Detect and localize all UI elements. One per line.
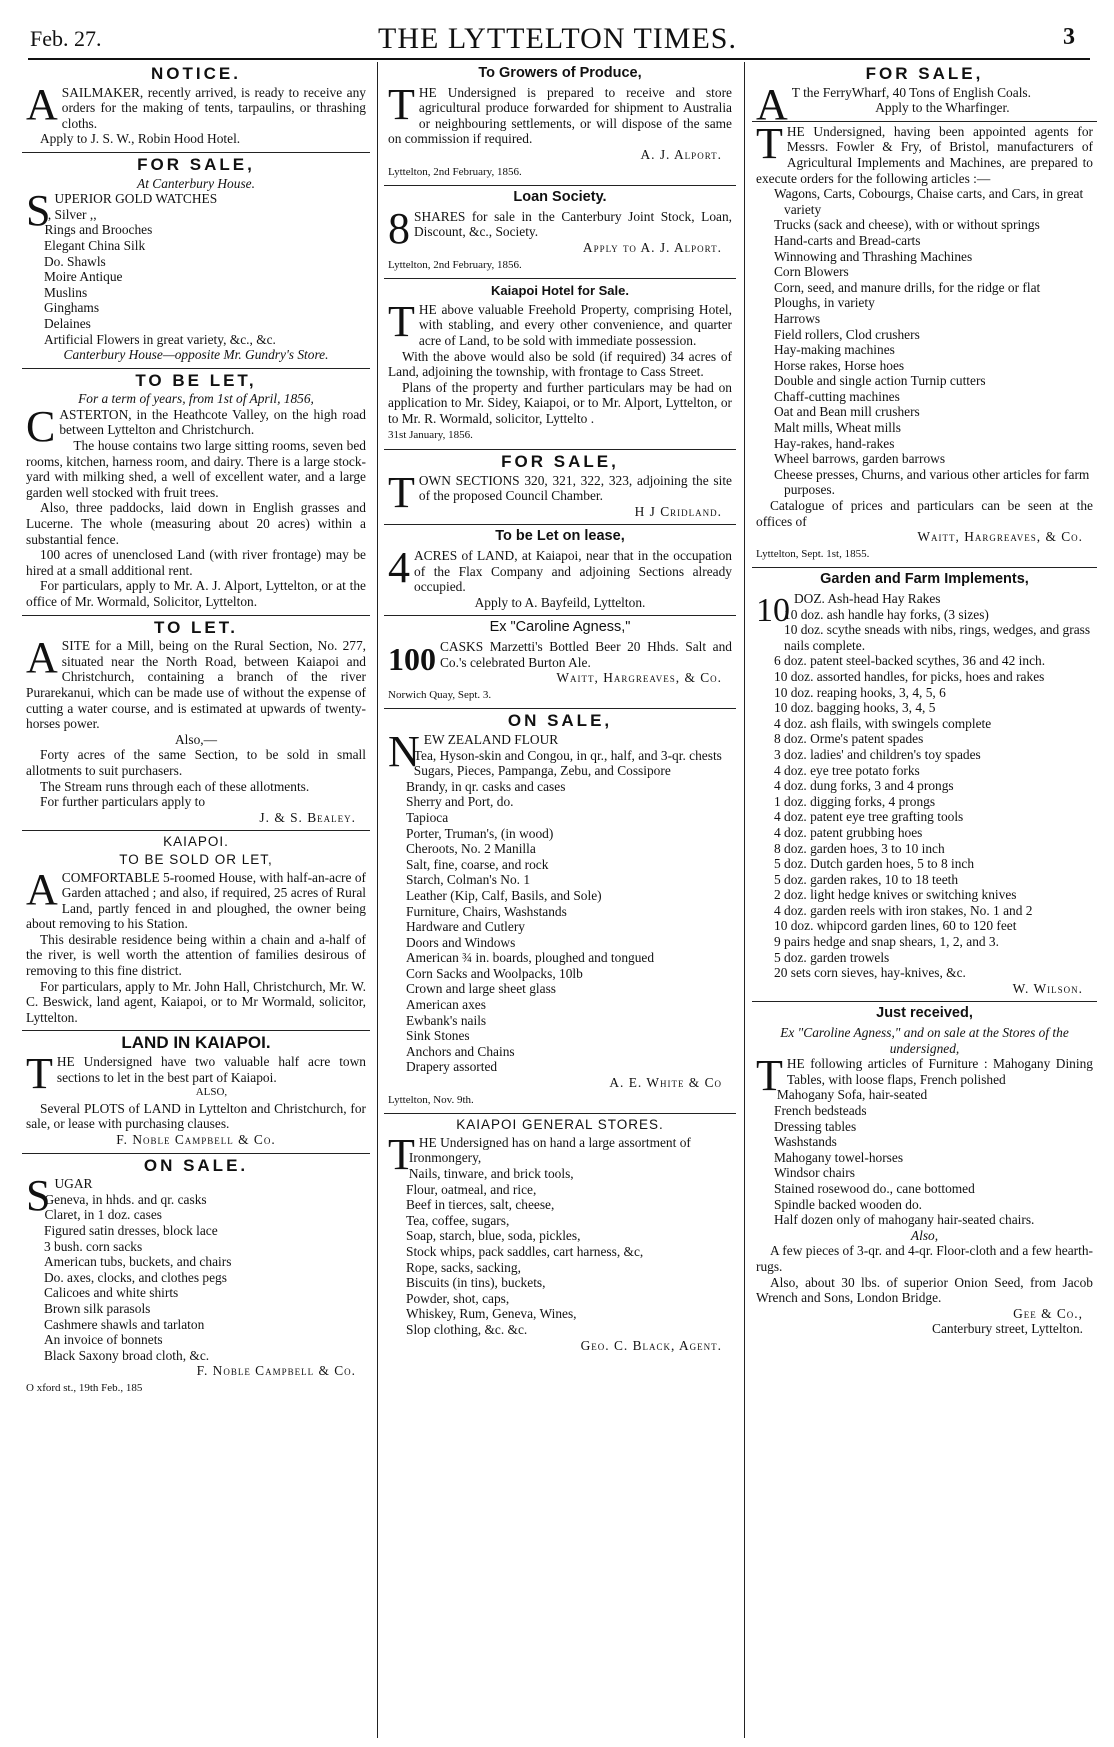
list-item: 5 doz. garden rakes, 10 to 18 teeth (774, 871, 959, 887)
ad-heading: Garden and Farm Implements, (820, 571, 1029, 588)
ad-paragraph: The house contains two large sitting rooms, seven bed rooms, kitchen, harness room, and dairy. There is a large stock-yard with milking shed, a well of excellent water, and a large garden well stocked with fruit trees. (26, 438, 366, 500)
list-item: Corn Blowers (774, 264, 849, 280)
list-item: 2 doz. light hedge knives or switching knives (774, 887, 1017, 903)
goods-list (756, 607, 1093, 981)
ad-dateline: Lyttelton, 2nd February, 1856. (388, 258, 522, 271)
drop-cap: T (388, 1129, 415, 1179)
ad-subheading: At Canterbury House. (137, 175, 255, 191)
list-item: Beef in tierces, salt, cheese, (406, 1197, 555, 1213)
ad-heading: FOR SALE, (865, 64, 984, 83)
masthead-rule (28, 58, 1090, 60)
newspaper-title: THE LYTTELTON TIMES. (378, 22, 737, 55)
ad-dateline: 31st January, 1856. (388, 429, 473, 442)
masthead (30, 22, 1085, 54)
ad-also: Also,— (174, 731, 218, 747)
ad-lead: DOZ. Ash-head Hay Rakes (794, 591, 941, 606)
ad-heading: FOR SALE, (501, 452, 619, 472)
list-item: 4 doz. patent eye tree grafting tools (774, 809, 964, 825)
list-item: Corn Sacks and Woolpacks, 10lb (406, 965, 583, 981)
ad-paragraph: CASKS Marzetti's Bottled Beer 20 Hhds. Salt and Co.'s celebrated Burton Ale. (440, 639, 732, 670)
list-item: 4 doz. dung forks, 3 and 4 prongs (774, 778, 954, 794)
ad-lead: EW ZEALAND FLOUR (423, 731, 559, 747)
drop-cap: A (756, 79, 788, 129)
ad-heading: NOTICE. (151, 64, 241, 83)
list-item: Figured satin dresses, block lace (44, 1222, 218, 1238)
list-item: 8 doz. garden hoes, 3 to 10 inch (774, 840, 945, 856)
ad-kaiapoi-general-stores (384, 1114, 736, 1358)
list-item: Hay-rakes, hand-rakes (774, 435, 895, 451)
ad-town-sections (384, 450, 736, 525)
list-item: Ploughs, in variety (774, 295, 875, 311)
ad-heading: To be Let on lease, (495, 528, 625, 545)
ad-paragraph: SHARES for sale in the Canterbury Joint Stock, Loan, Discount, &c., Society. (414, 208, 732, 240)
list-item: Spindle backed wooden do. (774, 1196, 923, 1212)
ad-sailmaker (22, 62, 370, 153)
ad-signature: Apply to the Wharfinger. (875, 100, 1010, 116)
list-item: Sink Stones (406, 1028, 470, 1044)
ad-heading: To Growers of Produce, (478, 65, 642, 81)
list-item: Artificial Flowers in great variety, &c., &c. (44, 331, 276, 347)
ad-subheading: Ex "Caroline Agness," and on sale at the Stores of the undersigned, (780, 1025, 1069, 1056)
list-item: Salt, fine, coarse, and rock (406, 856, 549, 872)
drop-cap: A (26, 79, 58, 129)
list-item: Whiskey, Rum, Geneva, Wines, (406, 1306, 577, 1322)
column-divider (377, 62, 378, 1738)
list-item: Wheel barrows, garden barrows (774, 451, 946, 467)
ad-agricultural-implements (752, 118, 1097, 569)
ad-signature: Waitt, Hargreaves, & Co. (556, 670, 722, 686)
list-item: Ewbank's nails (406, 1012, 487, 1028)
goods-list (26, 1192, 366, 1364)
list-item: Nails, tinware, and brick tools, (408, 1166, 574, 1181)
ad-subheading: TO BE SOLD OR LET, (119, 851, 273, 867)
ad-signature: A. E. White & Co (609, 1075, 722, 1091)
ad-signature: Canterbury House—opposite Mr. Gundry's Store. (63, 347, 329, 363)
list-item: 6 doz. patent steel-backed scythes, 36 and 42 inch. (774, 653, 1046, 669)
ad-heading: Loan Society. (513, 189, 607, 206)
list-item: Sugars, Pieces, Pampanga, Zebu, and Cossipore (413, 763, 671, 779)
list-item: Washstands (774, 1134, 837, 1150)
ad-casterton (22, 369, 370, 616)
ad-heading: TO LET. (154, 617, 238, 637)
list-item: Wagons, Carts, Cobourgs, Chaise carts, and Cars, in great variety (774, 186, 1084, 217)
list-item: Sherry and Port, do. (406, 794, 514, 810)
ad-heading: Just received, (876, 1005, 973, 1022)
list-item: American axes (406, 997, 486, 1013)
ad-also: Also, (910, 1227, 939, 1243)
ad-paragraph: HE Undersigned is prepared to receive and store agricultural produce forwarded for shipment to Australia or neighbouring settlements, or will dispose of the same on commission if required. (388, 84, 732, 147)
list-item: Tea, Hyson-skin and Congou, in qr., half, and 3-qr. chests (413, 747, 722, 763)
ad-heading: KAIAPOI GENERAL STORES. (456, 1117, 664, 1133)
ad-heading: TO BE LET, (135, 370, 257, 390)
list-item: 4 doz. patent grubbing hoes (774, 824, 923, 840)
ad-caroline-agness-beer (384, 616, 736, 709)
list-item: Mahogany towel-horses (774, 1149, 904, 1165)
ad-signature: A. J. Alport. (640, 146, 722, 162)
list-item: 10 doz. reaping hooks, 3, 4, 5, 6 (774, 684, 946, 700)
ad-lead: UGAR (54, 1176, 93, 1192)
ad-address: Canterbury street, Lyttelton. (932, 1321, 1083, 1337)
list-item: Mahogany Sofa, hair-seated (776, 1087, 928, 1103)
drop-cap: T (756, 118, 783, 168)
drop-cap: T (388, 296, 415, 346)
list-item: Muslins (44, 284, 88, 300)
ad-paragraph: HE above valuable Freehold Property, comprising Hotel, with stabling, and every other convenience, and quarter acre of Land, to be sold with immediate possession. (418, 301, 732, 348)
list-item: Do. Shawls (44, 253, 106, 269)
drop-cap: 8 (388, 203, 410, 253)
column-2 (384, 62, 736, 1738)
list-item: Claret, in 1 doz. cases (44, 1207, 162, 1223)
ad-paragraph: Catalogue of prices and particulars can be seen at the offices of (756, 498, 1093, 529)
ad-let-on-lease (384, 525, 736, 616)
ad-paragraph: HE Undersigned have two valuable half acre town sections to let in the best part of Kaiapoi. (56, 1054, 366, 1085)
ad-growers-produce (384, 62, 736, 186)
list-item: Rings and Brooches (44, 222, 153, 238)
ad-paragraph: Several PLOTS of LAND in Lyttelton and Christchurch, for sale, or lease with purchasing clauses. (26, 1100, 366, 1132)
list-item: Winnowing and Thrashing Machines (774, 248, 973, 264)
list-item: Field rollers, Clod crushers (774, 326, 920, 342)
column-1 (22, 62, 370, 1738)
ad-signature: W. Wilson. (1012, 980, 1083, 996)
list-item: Malt mills, Wheat mills (774, 420, 901, 436)
list-item: Leather (Kip, Calf, Basils, and Sole) (406, 887, 602, 903)
ad-dateline: O xford st., 19th Feb., 185 (26, 1381, 143, 1394)
list-item: American ¾ in. boards, ploughed and tongued (406, 950, 655, 966)
list-item: Cheese presses, Churns, and various other articles for farm purposes. (774, 466, 1090, 498)
list-item: An invoice of bonnets (44, 1332, 163, 1348)
list-item: Furniture, Chairs, Washstands (406, 903, 567, 919)
ad-heading: LAND IN KAIAPOI. (121, 1033, 271, 1053)
list-item: Stock whips, pack saddles, cart harness, &c, (406, 1243, 644, 1259)
list-item: Flour, oatmeal, and rice, (406, 1181, 537, 1197)
ad-heading: ON SALE, (507, 711, 613, 731)
list-item: Ginghams (44, 300, 100, 316)
list-item: Double and single action Turnip cutters (774, 373, 986, 389)
ad-signature: Apply to A. J. Alport. (582, 239, 722, 255)
list-item: 8 doz. Orme's patent spades (774, 731, 924, 747)
ad-just-received-furniture (752, 1002, 1097, 1341)
list-item: American tubs, buckets, and chairs (44, 1254, 232, 1270)
list-item: 10 doz. ash handle hay forks, (3 sizes) (784, 606, 989, 622)
list-item: Doors and Windows (406, 934, 516, 950)
list-item: Moire Antique (44, 269, 123, 285)
drop-cap: T (388, 467, 415, 517)
drop-cap: T (388, 79, 415, 129)
ad-heading: KAIAPOI. (163, 834, 229, 850)
ad-dateline: Norwich Quay, Sept. 3. (388, 688, 492, 701)
list-item: Powder, shot, caps, (406, 1290, 510, 1306)
ad-paragraph: A few pieces of 3-qr. and 4-qr. Floor-cloth and a few hearth-rugs. (756, 1243, 1093, 1274)
list-item: 10 doz. bagging hooks, 3, 4, 5 (774, 700, 936, 716)
ad-paragraph: COMFORTABLE 5-roomed House, with half-an-acre of Garden attached ; and also, if required, 25 acres of Rural Land, partly fenced in and ploughed, the owner being about removing to his Station. (26, 869, 366, 932)
ad-canterbury-house (22, 153, 370, 369)
list-item: Brandy, in qr. casks and cases (406, 778, 566, 794)
drop-cap: S (26, 186, 51, 236)
drop-cap: T (26, 1049, 53, 1099)
ad-paragraph: HE Undersigned has on hand a large assortment of (418, 1134, 691, 1150)
drop-cap: T (756, 1051, 783, 1101)
list-item: Harrows (774, 310, 821, 326)
list-item: Calicoes and white shirts (44, 1285, 179, 1301)
list-item: Trucks (sack and cheese), with or without springs (774, 217, 1040, 233)
list-item: Corn, seed, and manure drills, for the ridge or flat (774, 279, 1041, 295)
ad-body: SAILMAKER, recently arrived, is ready to receive any orders for the making of tents, tarpaulins, or thrashing cloths. (61, 84, 366, 131)
drop-cap: S (26, 1171, 51, 1221)
ad-lead: UPERIOR GOLD WATCHES (54, 191, 218, 207)
list-item: ,, Silver ,, (44, 206, 97, 222)
ad-paragraph: Plans of the property and further particulars may be had on application to Mr. Sidey, Kaiapoi, or to Mr. Alport, Lyttelton, or to Mr. R. Wormald, solicitor, Lyttelto . (388, 379, 732, 426)
ad-subheading: For a term of years, from 1st of April, 1856, (78, 391, 314, 407)
ad-signature: H J Cridland. (634, 503, 722, 519)
ad-paragraph: SITE for a Mill, being on the Rural Section, No. 277, situated near the North Road, between Kaiapoi and Christchurch, containing a branch of the river Purarekanui, which can be made use of without the expense of cutting a water course, and is estimated at upwards of twenty-horses power. (26, 638, 366, 732)
list-item: 10 doz. assorted handles, for picks, hoes and rakes (774, 668, 1045, 684)
list-item: 10 doz. whipcord garden lines, 60 to 120 feet (774, 918, 1017, 934)
ad-coals (752, 62, 1097, 129)
list-item: 1 doz. digging forks, 4 prongs (774, 793, 936, 809)
list-item: 10 doz. scythe sneads with nibs, rings, wedges, and grass nails complete. (784, 622, 1091, 653)
drop-cap: 10 (756, 592, 790, 629)
ad-mill-site (22, 616, 370, 832)
ad-paragraph: ASTERTON, in the Heathcote Valley, on the high road between Lyttelton and Christchurch. (59, 406, 366, 438)
ad-kaiapoi-house (22, 831, 370, 1031)
list-item: Slop clothing, &c. &c. (406, 1321, 528, 1337)
list-item: Stained rosewood do., cane bottomed (774, 1180, 975, 1196)
list-item: 5 doz. Dutch garden hoes, 5 to 8 inch (774, 856, 975, 872)
list-item: Cashmere shawls and tarlaton (44, 1316, 205, 1332)
ad-signature: F. Noble Campbell & Co. (196, 1363, 356, 1379)
ad-heading: ON SALE. (143, 1155, 249, 1175)
ad-signature: Waitt, Hargreaves, & Co. (917, 529, 1083, 545)
ad-dateline: Lyttelton, Nov. 9th. (388, 1093, 474, 1106)
ad-paragraph: Also, about 30 lbs. of superior Onion Seed, from Jacob Wrench and Sons, London Bridge. (756, 1274, 1093, 1306)
list-item: Cheroots, No. 2 Manilla (406, 841, 536, 857)
drop-cap: 100 (388, 641, 436, 677)
list-item: Tea, coffee, sugars, (406, 1212, 510, 1228)
ad-kaiapoi-hotel (384, 279, 736, 450)
list-item: Geneva, in hhds. and qr. casks (44, 1191, 207, 1207)
list-item: 20 sets corn sieves, hay-knives, &c. (774, 965, 966, 981)
ad-paragraph: Also, three paddocks, laid down in English grasses and Lucerne. The whole (measuring about 20 acres) within a substantial fence. (26, 500, 366, 547)
drop-cap: N (388, 726, 420, 776)
ad-also: ALSO, (195, 1086, 228, 1099)
ad-paragraph: Forty acres of the same Section, to be sold in small allotments to suit purchasers. (26, 747, 366, 778)
ad-paragraph: OWN SECTIONS 320, 321, 322, 323, adjoining the site of the proposed Council Chamber. (418, 472, 732, 504)
ad-land-kaiapoi (22, 1031, 370, 1153)
ad-dateline: Lyttelton, Sept. 1st, 1855. (756, 547, 870, 560)
drop-cap: 4 (388, 543, 410, 593)
ad-heading: FOR SALE, (137, 154, 255, 174)
ad-signature: Apply to J. S. W., Robin Hood Hotel. (40, 131, 241, 147)
list-item: Half dozen only of mahogany hair-seated chairs. (774, 1212, 1035, 1228)
list-item: 4 doz. garden reels with iron stakes, No. 1 and 2 (774, 902, 1033, 918)
ad-heading: Ex "Caroline Agness," (489, 619, 631, 636)
goods-list (26, 207, 366, 347)
list-item: Starch, Colman's No. 1 (406, 872, 531, 888)
ad-paragraph: For further particulars apply to (40, 794, 206, 810)
ad-signature: Apply to A. Bayfeild, Lyttelton. (474, 594, 646, 610)
list-item: Brown silk parasols (44, 1300, 151, 1316)
ad-paragraph: This desirable residence being within a chain and a-half of the river, is well worth the attention of families desirous of removing to this fine district. (26, 931, 366, 979)
list-item: Elegant China Silk (44, 237, 146, 253)
list-item: 5 doz. garden trowels (774, 949, 890, 965)
ad-paragraph: For particulars, apply to Mr. A. J. Alport, Lyttelton, or at the office of Mr. Wormald, Solicitor, Lyttelton. (26, 578, 366, 609)
list-item: Rope, sacks, sacking, (406, 1259, 521, 1275)
list-item: Windsor chairs (774, 1165, 855, 1181)
list-item: Tapioca (406, 809, 449, 825)
column-divider (744, 62, 745, 1738)
ad-paragraph: ACRES of LAND, at Kaiapoi, near that in the occupation of the Flax Company and adjoining Sections already occupied. (414, 548, 732, 595)
ad-paragraph: 100 acres of unenclosed Land (with river frontage) may be hired at a small additional rent. (26, 547, 366, 578)
drop-cap: A (26, 864, 58, 914)
list-item: Porter, Truman's, (in wood) (406, 825, 554, 841)
ad-paragraph: T the FerryWharf, 40 Tons of English Coals. (791, 84, 1031, 100)
list-item: Crown and large sheet glass (406, 981, 556, 997)
list-item: Hay-making machines (774, 342, 895, 358)
ad-signature: Geo. C. Black, Agent. (580, 1337, 722, 1353)
list-item: Horse rakes, Horse hoes (774, 357, 905, 373)
ad-nz-flour (384, 709, 736, 1114)
ad-dateline: Lyttelton, 2nd February, 1856. (388, 165, 522, 178)
list-item: Hand-carts and Bread-carts (774, 232, 921, 248)
list-item: 4 doz. eye tree potato forks (774, 762, 920, 778)
list-item: Oat and Bean mill crushers (774, 404, 920, 420)
goods-list (388, 748, 732, 1075)
list-item: Anchors and Chains (406, 1043, 515, 1059)
page-number: 3 (1063, 24, 1075, 50)
ad-loan-society (384, 186, 736, 279)
ad-paragraph: HE following articles of Furniture : Mahogany Dining Tables, with loose flaps, French polished (786, 1056, 1093, 1087)
column-3 (752, 62, 1097, 1738)
ad-paragraph: For particulars, apply to Mr. John Hall, Christchurch, Mr. W. C. Beswick, land agent, Kaiapoi, or to Mr Wormald, solicitor, Lyttelton. (26, 978, 366, 1025)
list-item: 3 bush. corn sacks (44, 1238, 143, 1254)
goods-list (756, 1087, 1093, 1227)
list-item: 4 doz. ash flails, with swingels complete (774, 715, 992, 731)
list-item: Ironmongery, (408, 1150, 482, 1166)
ad-paragraph: The Stream runs through each of these allotments. (40, 778, 310, 794)
issue-date: Feb. 27. (30, 26, 102, 51)
ad-heading: Kaiapoi Hotel for Sale. (491, 283, 629, 299)
ad-signature: Gee & Co., (1013, 1305, 1083, 1321)
list-item: Chaff-cutting machines (774, 388, 900, 404)
goods-list (756, 186, 1093, 498)
ad-signature: J. & S. Bealey. (259, 809, 356, 825)
list-item: Black Saxony broad cloth, &c. (44, 1347, 210, 1363)
ad-on-sale-sugar (22, 1154, 370, 1402)
ad-garden-farm-implements (752, 568, 1097, 1002)
list-item: Drapery assorted (406, 1059, 498, 1075)
ad-paragraph: With the above would also be sold (if required) 34 acres of Land, adjoining the township, with frontage to Cass Street. (388, 348, 732, 380)
list-item: Soap, starch, blue, soda, pickles, (406, 1228, 581, 1244)
ad-paragraph: HE Undersigned, having been appointed agents for Messrs. Fowler & Fry, of Bristol, manufacturers of Agricultural Implements and Machines, are prepared to execute orders for the following articles :— (756, 123, 1093, 186)
list-item: Delaines (44, 315, 91, 331)
list-item: French bedsteads (774, 1103, 867, 1118)
drop-cap: C (26, 401, 56, 451)
list-item: 3 doz. ladies' and children's toy spades (774, 746, 981, 762)
ad-signature: F. Noble Campbell & Co. (116, 1132, 276, 1147)
list-item: Do. axes, clocks, and clothes pegs (44, 1269, 227, 1285)
goods-list (388, 1150, 732, 1337)
list-item: Biscuits (in tins), buckets, (406, 1275, 546, 1291)
drop-cap: A (26, 633, 58, 683)
list-item: Dressing tables (774, 1118, 857, 1134)
list-item: 9 pairs hedge and snap shears, 1, 2, and 3. (774, 934, 999, 950)
list-item: Hardware and Cutlery (406, 919, 525, 935)
